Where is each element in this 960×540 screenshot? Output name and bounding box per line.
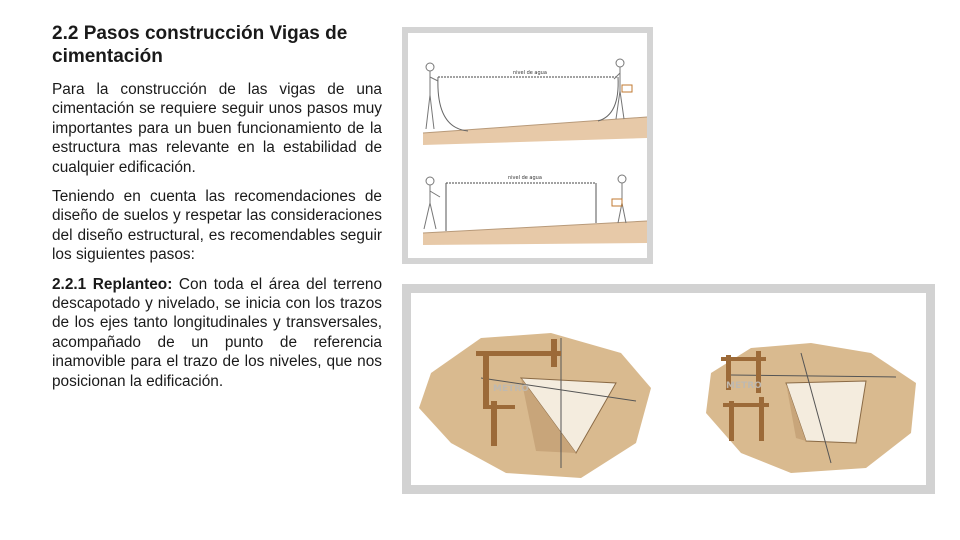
intro-paragraph: Para la construcción de las vigas de una cimentación se requiere seguir unos pasos muy importantes para un buen funcionamiento de la estructura mas relevante en la estabilidad de cualquier edificación.: [52, 81, 382, 176]
worker-left-upper: [426, 63, 438, 129]
water-level-label-lower: nivel de agua: [508, 175, 542, 181]
section-title: 2.2 Pasos construcción Vigas de cimentación: [52, 23, 348, 67]
water-level-illustration: [408, 33, 647, 258]
worker-left-lower: [424, 177, 440, 229]
step-text: Con toda el área del terreno descapotado y nivelado, se inicia con los trazos de los ejes tanto longitudinales y transversales, acompañado de un punto de referencia inamovible para el trazo de los niveles, que nos posicionan la edificación.: [52, 275, 382, 390]
watermark-left: METRO: [493, 384, 529, 394]
water-level-figure: [402, 27, 653, 264]
recommendations-paragraph: Teniendo en cuenta las recomendaciones de diseño de suelos y respetar las consideraciones del diseño estructural, es recomendables seguir los siguientes pasos:: [52, 188, 382, 264]
excavation-figure: [402, 284, 935, 494]
water-level-label-upper: nivel de agua: [513, 70, 547, 76]
replanteo-paragraph: [52, 275, 382, 391]
text-column: [52, 22, 382, 401]
step-heading: 2.2.1 Replanteo:: [52, 275, 173, 293]
watermark-right: METRO: [726, 381, 762, 391]
excavation-illustration: [411, 293, 926, 485]
